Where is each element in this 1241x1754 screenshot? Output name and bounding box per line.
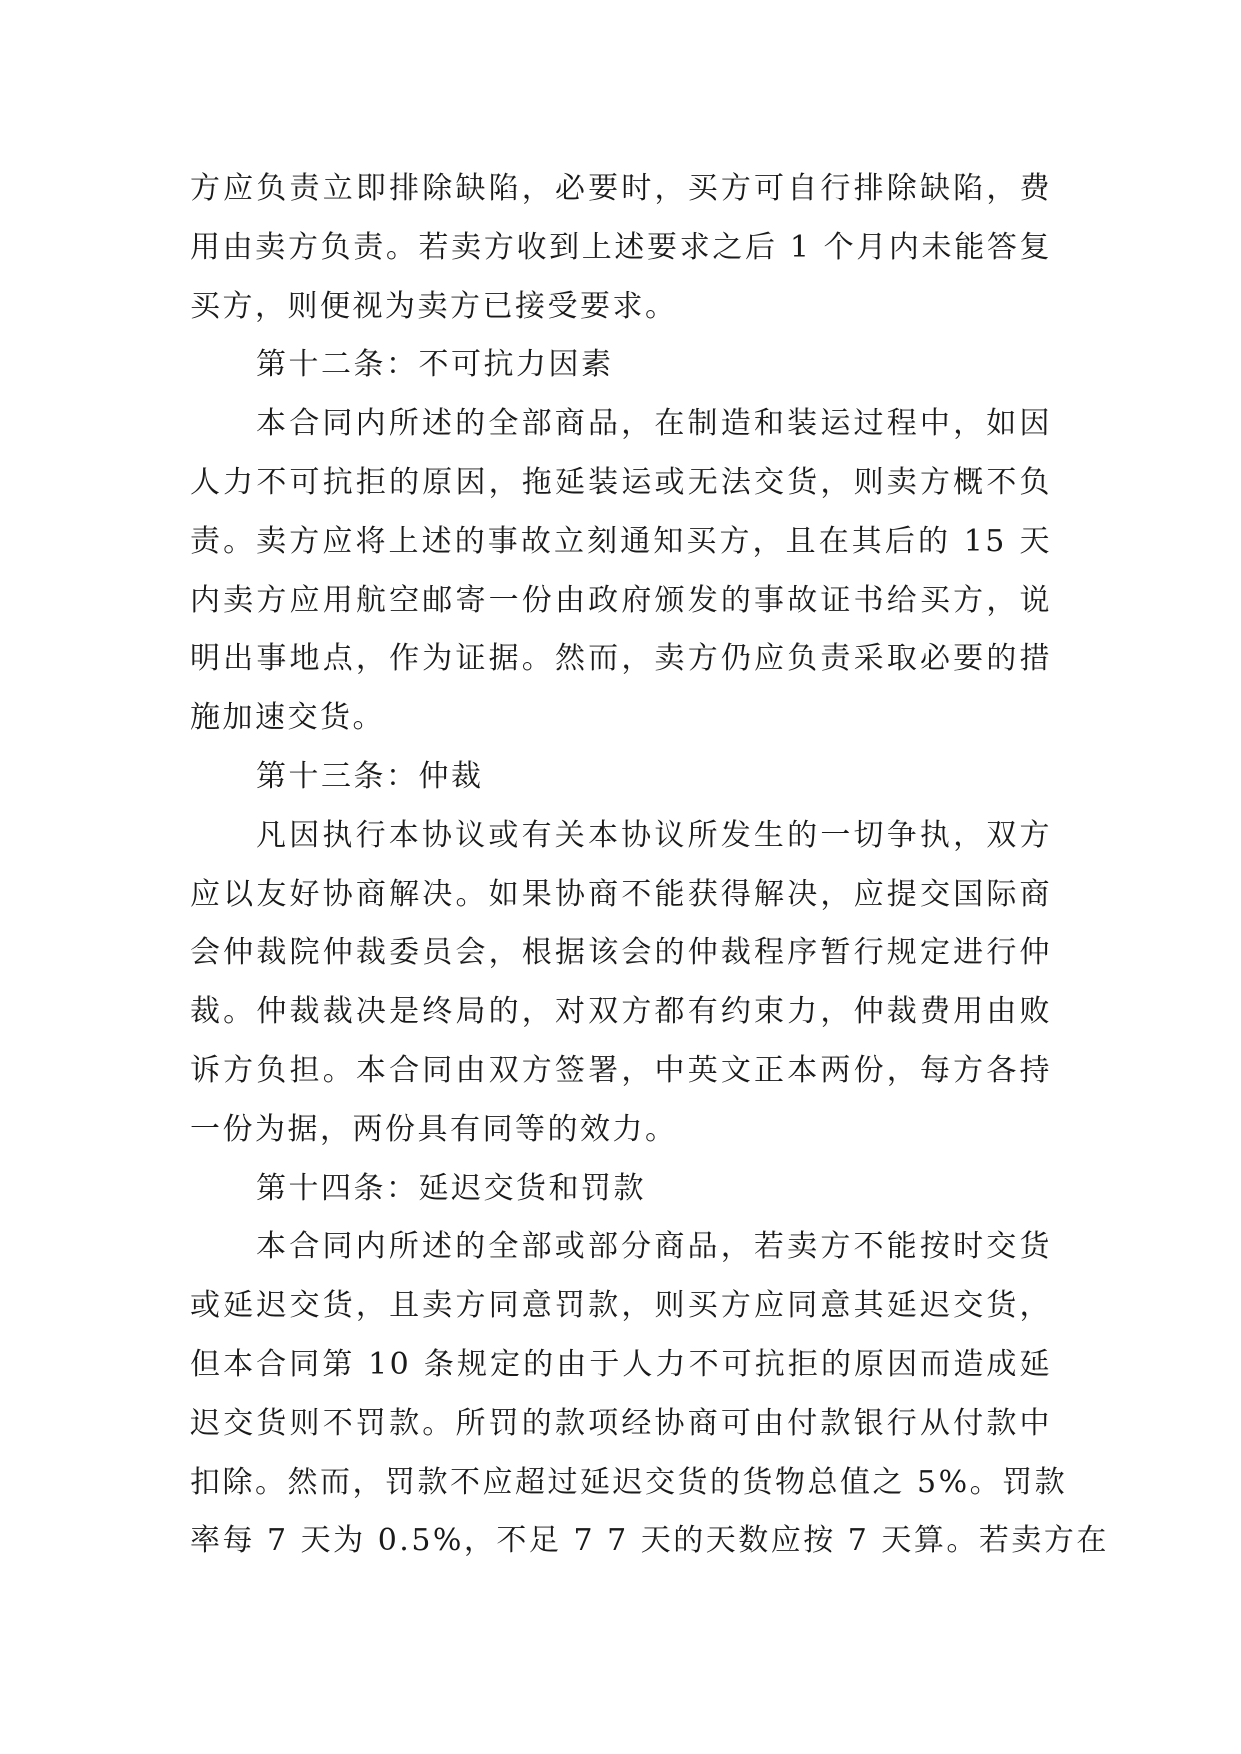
paragraph-line: 但本合同第 10 条规定的由于人力不可抗拒的原因而造成延 bbox=[190, 1346, 1052, 1382]
paragraph-line: 内卖方应用航空邮寄一份由政府颁发的事故证书给买方，说 bbox=[190, 582, 1052, 618]
paragraph-line: 会仲裁院仲裁委员会，根据该会的仲裁程序暂行规定进行仲 bbox=[190, 935, 1052, 971]
paragraph-line: 迟交货则不罚款。所罚的款项经协商可由付款银行从付款中 bbox=[190, 1405, 1052, 1441]
contract-text bbox=[190, 160, 1109, 1571]
paragraph-line: 诉方负担。本合同由双方签署，中英文正本两份，每方各持 bbox=[190, 1052, 1052, 1088]
paragraph-line: 人力不可抗拒的原因，拖延装运或无法交货，则卖方概不负 bbox=[190, 464, 1052, 500]
paragraph-line: 扣除。然而，罚款不应超过延迟交货的货物总值之 5%。罚款 bbox=[190, 1464, 1068, 1500]
paragraph-line: 责。卖方应将上述的事故立刻通知买方，且在其后的 15 天 bbox=[190, 523, 1052, 559]
paragraph-line: 凡因执行本协议或有关本协议所发生的一切争执，双方 bbox=[256, 817, 1052, 853]
paragraph-line: 明出事地点，作为证据。然而，卖方仍应负责采取必要的措 bbox=[190, 641, 1052, 677]
paragraph-line: 或延迟交货，且卖方同意罚款，则买方应同意其延迟交货， bbox=[190, 1288, 1052, 1324]
paragraph-line: 本合同内所述的全部商品，在制造和装运过程中，如因 bbox=[256, 406, 1052, 442]
paragraph-line: 应以友好协商解决。如果协商不能获得解决，应提交国际商 bbox=[190, 876, 1052, 912]
paragraph-line: 一份为据，两份具有同等的效力。 bbox=[190, 1111, 678, 1147]
paragraph-line: 裁。仲裁裁决是终局的，对双方都有约束力，仲裁费用由败 bbox=[190, 994, 1052, 1030]
paragraph-line: 本合同内所述的全部或部分商品，若卖方不能按时交货 bbox=[256, 1229, 1052, 1265]
paragraph-line: 用由卖方负责。若卖方收到上述要求之后 1 个月内未能答复 bbox=[190, 229, 1052, 265]
section-heading-13: 第十三条：仲裁 bbox=[256, 758, 484, 794]
paragraph-line: 率每 7 天为 0.5%，不足 7 7 天的天数应按 7 天算。若卖方在 bbox=[190, 1523, 1109, 1559]
paragraph-line: 方应负责立即排除缺陷，必要时，买方可自行排除缺陷，费 bbox=[190, 171, 1052, 206]
section-heading-14: 第十四条：延迟交货和罚款 bbox=[256, 1170, 646, 1206]
section-heading-12: 第十二条：不可抗力因素 bbox=[256, 347, 614, 383]
paragraph-line: 买方，则便视为卖方已接受要求。 bbox=[190, 288, 678, 324]
paragraph-line: 施加速交货。 bbox=[190, 700, 385, 736]
